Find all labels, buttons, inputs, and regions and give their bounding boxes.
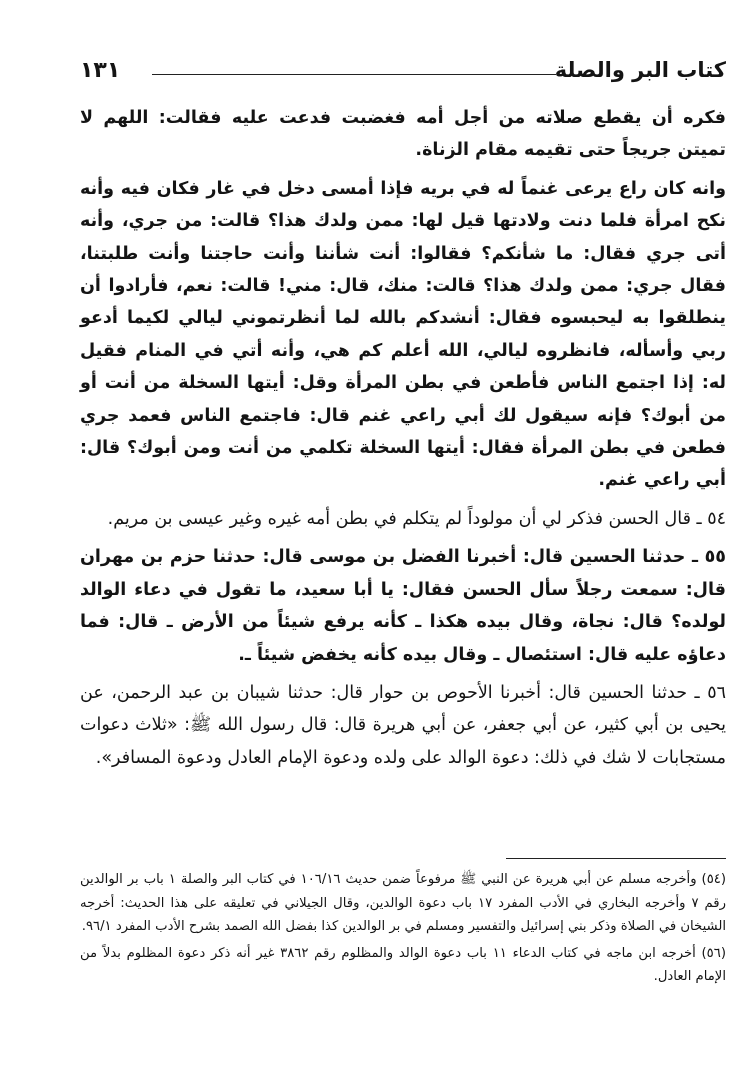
running-header (80, 58, 726, 88)
footnote-54: (٥٤) وأخرجه مسلم عن أبي هريرة عن النبي ﷺ مرفوعاً ضمن حديث ١٠٦/١٦ في كتاب البر والصلة ١ باب بر الوالدين رقم ٧ وأخرجه البخاري في الأدب المفرد ١٧ باب دعوة الوالدين، وقال الجيلاني في تعليقه على هذا الحديث: أخرجه الشيخان في الصلاة وذكر بني إسرائيل والتفسير ومسلم في بر الوالدين كذا بفضل الله الصمد بشرح الأدب المفرد ٩٦/١. (80, 872, 727, 935)
footnote-separator (506, 858, 726, 859)
paragraph-shepherd-story: وانه كان راع يرعى غنماً له في بريه فإذا أمسى دخل في غار فكان فيه وأنه نكح امرأة فلما دنت ولادتها قيل لها: ممن ولدك هذا؟ قالت: من جري، وأنه أتى جري فقال: ما شأنكم؟ فقالوا: أنت شأننا وأنت حاجتنا وأنت طلبتنا، فقال جري: ممن ولدك هذا؟ قالت: منك، قال: مني! قالت: نعم، فأرادوا أن ينطلقوا به ليحبسوه فقال: أنشدكم بالله لما أنظرتموني ليالي لكيما أدعو ربي وأسأله، فانظروه ليالي، الله أعلم كم هي، وأنه أتي في المنام فقيل له: إذا اجتمع الناس فأطعن في بطن المرأة وقل: أيتها السخلة من أنت أو من أبوك؟ فإنه سيقول لك أبي راعي غنم قال: فاجتمع الناس فعمد جري فطعن في بطن المرأة فقال: أيتها السخلة تكلمي من أنت ومن أبوك؟ قال: أبي راعي غنم. (80, 178, 726, 491)
paragraph-continuation: فكره أن يقطع صلاته من أجل أمه فغضبت فدعت عليه فقالت: اللهم لا تميتن جريجاً حتى تقيمه مقام الزناة. (80, 108, 726, 161)
paragraph-hadith-54: ٥٤ ـ قال الحسن فذكر لي أن مولوداً لم يتكلم في بطن أمه غيره وغير عيسى بن مريم. (107, 508, 726, 529)
paragraph-hadith-56: ٥٦ ـ حدثنا الحسين قال: أخبرنا الأحوص بن حوار قال: حدثنا شيبان بن عبد الرحمن، عن يحيى بن أبي كثير، عن أبي جعفر، عن أبي هريرة قال: قال رسول الله ﷺ: «ثلاث دعوات مستجابات لا شك في ذلك: دعوة الوالد على ولده ودعوة الإمام العادل ودعوة المسافر». (80, 682, 726, 768)
paragraph-hadith-55: ٥٥ ـ حدثنا الحسين قال: أخبرنا الفضل بن موسى قال: حدثنا حزم بن مهران قال: سمعت رجلاً سأل الحسن فقال: يا أبا سعيد، ما تقول في دعاء الوالد لولده؟ قال: نجاة، وقال بيده هكذا ـ كأنه يرفع شيئاً من الأرض ـ قال: فما دعاؤه عليه قال: استئصال ـ وقال بيده كأنه يخفض شيئاً ـ. (80, 547, 726, 665)
header-rule (152, 74, 556, 75)
footnotes (80, 868, 726, 992)
chapter-title: كتاب البر والصلة (554, 58, 726, 82)
main-text (80, 102, 726, 780)
footnote-56: (٥٦) أخرجه ابن ماجه في كتاب الدعاء ١١ باب دعوة الوالد والمظلوم رقم ٣٨٦٢ غير أنه ذكر دعوة المظلوم بدلاً من الإمام العادل. (80, 945, 726, 985)
page-number: ١٣١ (80, 58, 121, 83)
